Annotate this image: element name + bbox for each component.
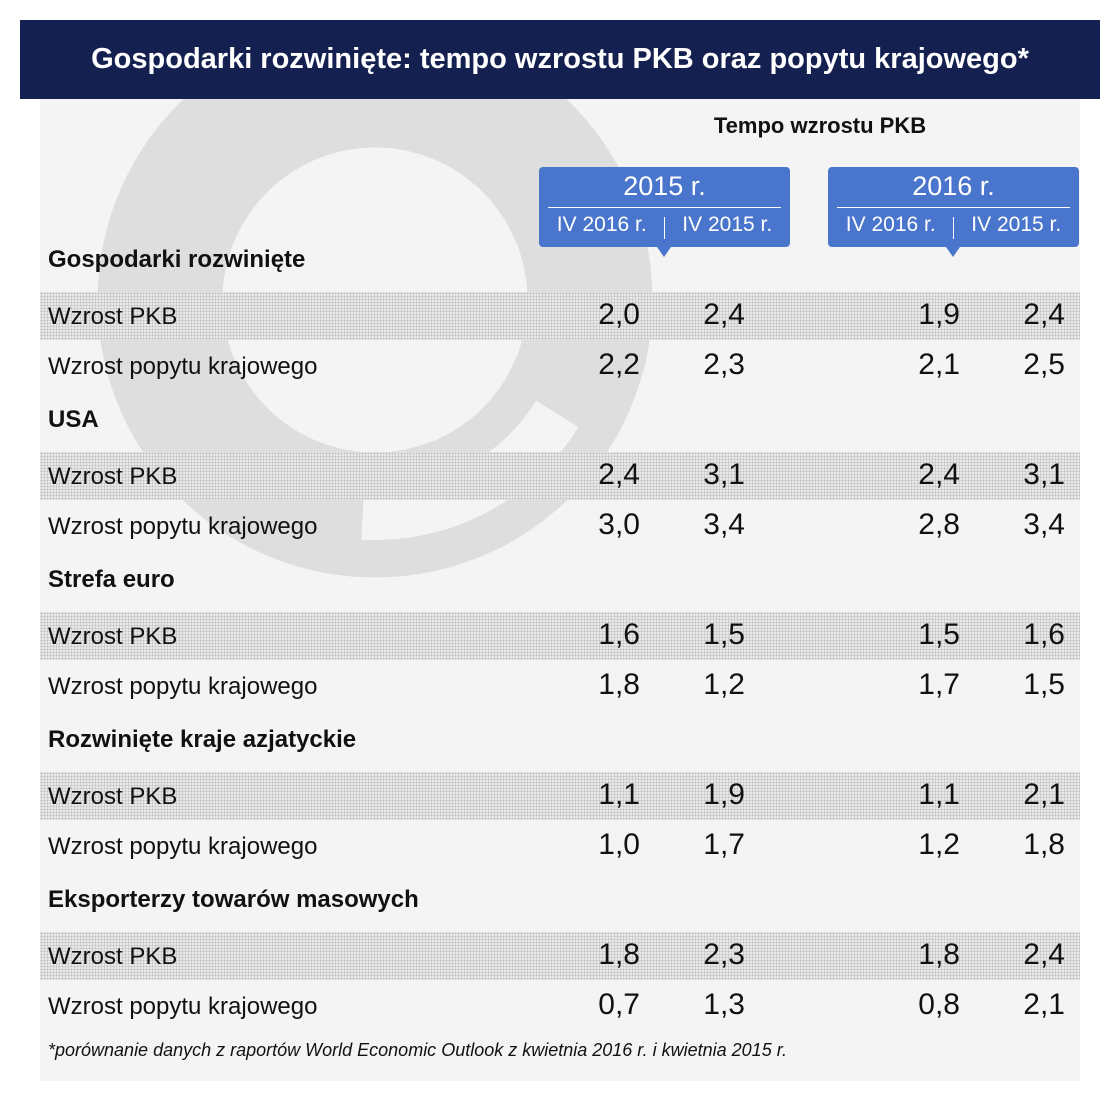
pointer-arrow-icon — [946, 247, 960, 257]
data-value: 1,2 — [703, 668, 745, 701]
data-value: 2,4 — [1023, 298, 1065, 331]
column-header-iv-2016: IV 2016 r. — [845, 213, 936, 236]
data-value: 2,8 — [918, 508, 960, 541]
column-header-iv-2015: IV 2015 r. — [682, 213, 773, 236]
data-value: 2,0 — [598, 298, 640, 331]
column-group-header: Tempo wzrostu PKB — [713, 113, 927, 138]
data-value: 3,1 — [703, 458, 745, 491]
column-header-iv-2016: IV 2016 r. — [556, 213, 647, 236]
row-label: Wzrost PKB — [48, 463, 178, 490]
data-value: 2,3 — [703, 348, 745, 381]
data-value: 1,0 — [598, 828, 640, 861]
data-value: 3,1 — [1023, 458, 1065, 491]
data-value: 2,3 — [703, 938, 745, 971]
data-value: 1,7 — [918, 668, 960, 701]
footnote: *porównanie danych z raportów World Economic Outlook z kwietnia 2016 r. i kwietnia 2015 r. — [48, 1040, 788, 1060]
data-value: 2,4 — [598, 458, 640, 491]
pointer-arrow-icon — [657, 247, 671, 257]
data-value: 2,4 — [918, 458, 960, 491]
group-heading: Rozwinięte kraje azjatyckie — [48, 726, 357, 753]
group-heading: Gospodarki rozwinięte — [48, 246, 306, 273]
year-header-2015 — [539, 167, 790, 247]
row-label: Wzrost popytu krajowego — [48, 833, 318, 860]
year-label: 2015 r. — [623, 171, 706, 201]
data-value: 3,4 — [1023, 508, 1065, 541]
chart-title: Gospodarki rozwinięte: tempo wzrostu PKB oraz popytu krajowego* — [20, 20, 1100, 99]
year-label: 2016 r. — [912, 171, 995, 201]
data-value: 1,3 — [703, 988, 745, 1021]
row-label: Wzrost popytu krajowego — [48, 353, 318, 380]
data-value: 3,0 — [598, 508, 640, 541]
data-value: 2,1 — [918, 348, 960, 381]
row-label: Wzrost PKB — [48, 783, 178, 810]
column-header-iv-2015: IV 2015 r. — [971, 213, 1062, 236]
data-value: 1,1 — [598, 778, 640, 811]
data-value: 1,5 — [703, 618, 745, 651]
data-value: 1,5 — [918, 618, 960, 651]
data-value: 2,1 — [1023, 988, 1065, 1021]
row-label: Wzrost PKB — [48, 943, 178, 970]
data-value: 2,1 — [1023, 778, 1065, 811]
data-value: 1,5 — [1023, 668, 1065, 701]
data-value: 2,2 — [598, 348, 640, 381]
data-value: 2,5 — [1023, 348, 1065, 381]
row-label: Wzrost popytu krajowego — [48, 993, 318, 1020]
row-label: Wzrost popytu krajowego — [48, 513, 318, 540]
data-value: 1,9 — [703, 778, 745, 811]
data-value: 1,8 — [918, 938, 960, 971]
data-value: 1,9 — [918, 298, 960, 331]
row-label: Wzrost PKB — [48, 623, 178, 650]
group-heading: USA — [48, 406, 99, 433]
year-header-2016 — [828, 167, 1079, 247]
data-value: 0,7 — [598, 988, 640, 1021]
data-value: 0,8 — [918, 988, 960, 1021]
group-heading: Eksporterzy towarów masowych — [48, 886, 419, 913]
row-label: Wzrost popytu krajowego — [48, 673, 318, 700]
data-value: 1,6 — [1023, 618, 1065, 651]
data-value: 1,8 — [598, 668, 640, 701]
data-value: 1,7 — [703, 828, 745, 861]
data-value: 2,4 — [1023, 938, 1065, 971]
data-value: 1,6 — [598, 618, 640, 651]
data-value: 1,8 — [598, 938, 640, 971]
data-value: 1,8 — [1023, 828, 1065, 861]
year-divider — [837, 207, 1070, 208]
row-label: Wzrost PKB — [48, 303, 178, 330]
data-value: 2,4 — [703, 298, 745, 331]
data-value: 3,4 — [703, 508, 745, 541]
group-heading: Strefa euro — [48, 566, 175, 593]
data-value: 1,1 — [918, 778, 960, 811]
data-value: 1,2 — [918, 828, 960, 861]
year-divider — [548, 207, 781, 208]
